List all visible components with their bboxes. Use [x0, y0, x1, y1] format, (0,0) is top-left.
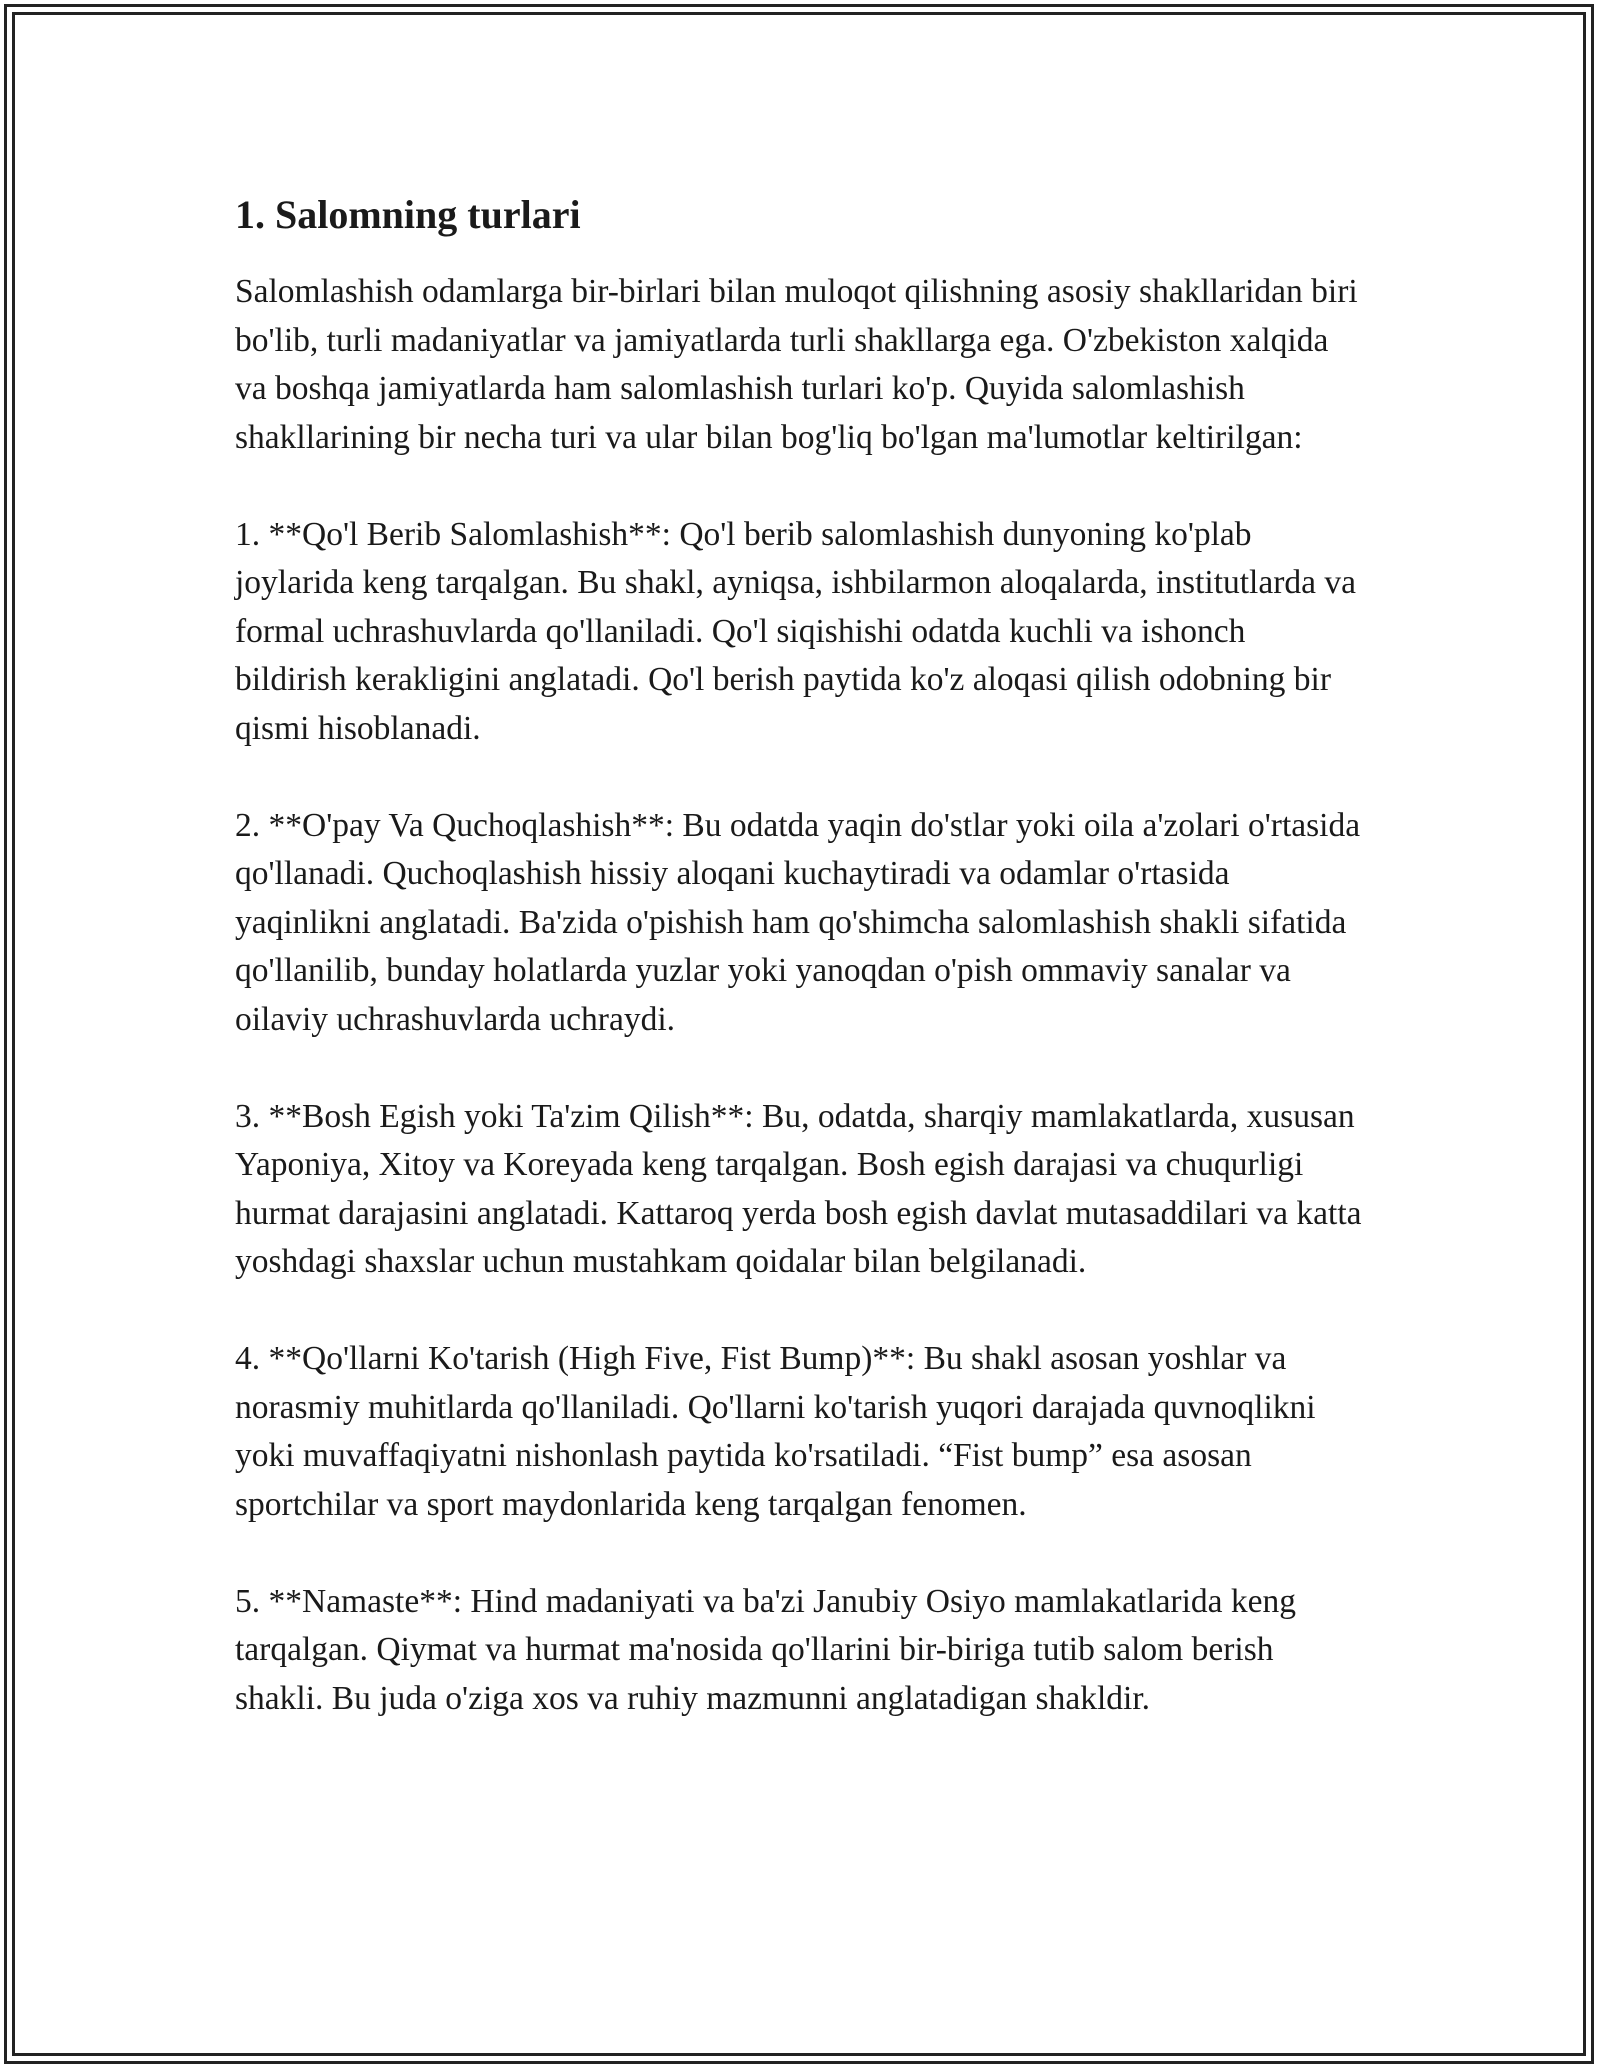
list-item-kiss-hug: 2. **O'pay Va Quchoqlashish**: Bu odatda yaqin do'stlar yoki oila a'zolari o'rtasida qo'llanadi. Quchoqlashish hissiy aloqani kuchaytiradi va odamlar o'rtasida yaqinlikni anglatadi. Ba'zida o'pishish ham qo'shimcha salomlashish shakli sifatida qo'llanilib, bunday holatlarda yuzlar yoki yanoqdan o'pish ommaviy sanalar va oilaviy uchrashuvlarda uchraydi.: [235, 806, 1361, 1038]
list-item-high-five: 4. **Qo'llarni Ko'tarish (High Five, Fist Bump)**: Bu shakl asosan yoshlar va norasmiy muhitlarda qo'llaniladi. Qo'llarni ko'tarish yuqori darajada quvnoqlikni yoki muvaffaqiyatni nishonlash paytida ko'rsatiladi. “Fist bump” esa asosan sportchilar va sport maydonlarida keng tarqalgan fenomen.: [235, 1340, 1316, 1523]
section-heading: 1. Salomning turlari: [235, 192, 581, 237]
list-item-handshake: 1. **Qo'l Berib Salomlashish**: Qo'l berib salomlashish dunyoning ko'plab joylarida keng tarqalgan. Bu shakl, ayniqsa, ishbilarmon aloqalarda, institutlarda va formal uchrashuvlarda qo'llaniladi. Qo'l siqishishi odatda kuchli va ishonch bildirish kerakligini anglatadi. Qo'l berish paytida ko'z aloqasi qilish odobning bir qismi hisoblanadi.: [235, 515, 1357, 747]
intro-paragraph: Salomlashish odamlarga bir-birlari bilan muloqot qilishning asosiy shakllaridan biri bo'lib, turli madaniyatlar va jamiyatlarda turli shakllarga ega. O'zbekiston xalqida va boshqa jamiyatlarda ham salomlashish turlari ko'p. Quyida salomlashish shakllarining bir necha turi va ular bilan bog'liq bo'lgan ma'lumotlar keltirilgan:: [235, 273, 1358, 456]
document-body: [235, 182, 1365, 1772]
list-item-bow: 3. **Bosh Egish yoki Ta'zim Qilish**: Bu, odatda, sharqiy mamlakatlarda, xususan Yaponiya, Xitoy va Koreyada keng tarqalgan. Bosh egish darajasi va chuqurligi hurmat darajasini anglatadi. Kattaroq yerda bosh egish davlat mutasaddilari va katta yoshdagi shaxslar uchun mustahkam qoidalar bilan belgilanadi.: [235, 1097, 1362, 1280]
list-item-namaste: 5. **Namaste**: Hind madaniyati va ba'zi Janubiy Osiyo mamlakatlarida keng tarqalgan. Qiymat va hurmat ma'nosida qo'llarini bir-biriga tutib salom berish shakli. Bu juda o'ziga xos va ruhiy mazmunni anglatadigan shakldir.: [235, 1582, 1297, 1717]
